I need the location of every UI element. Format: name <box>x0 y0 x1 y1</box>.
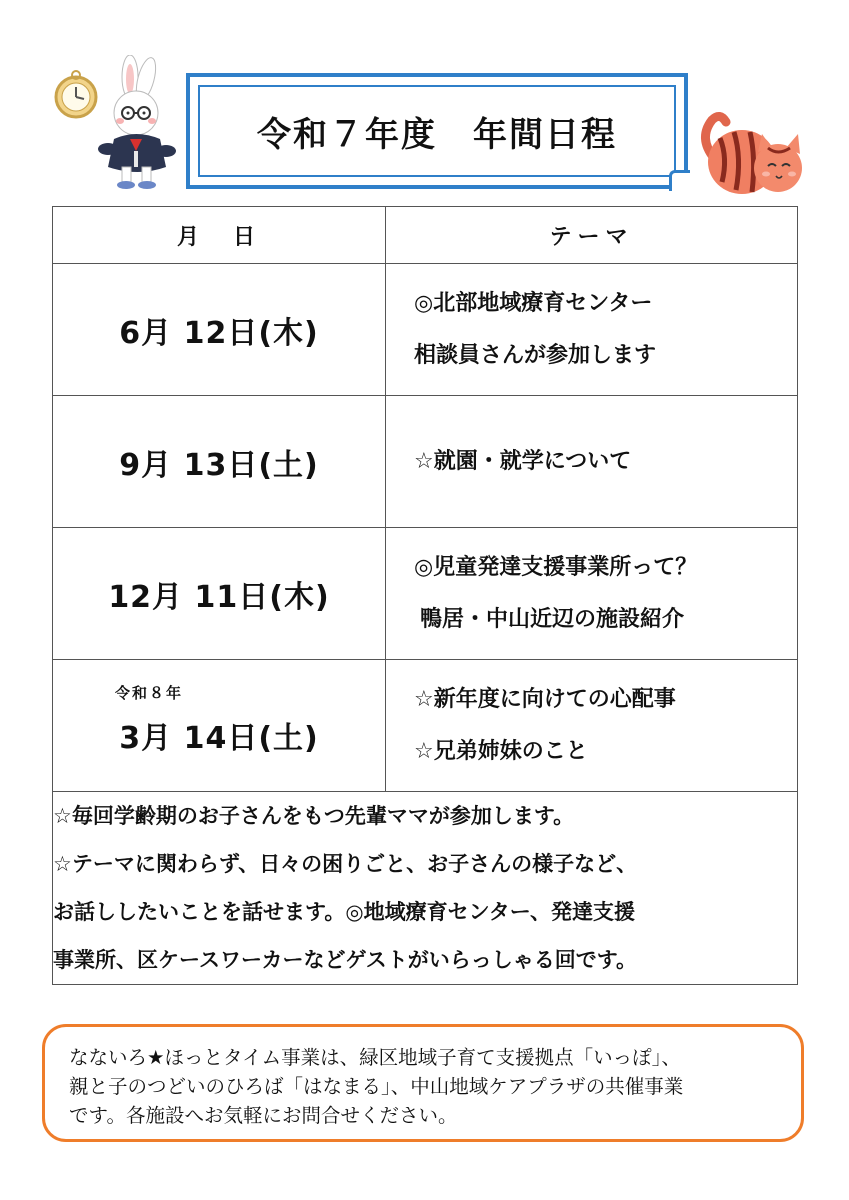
table-row <box>53 660 798 792</box>
table-row <box>53 396 798 528</box>
page-curl-decoration <box>669 170 690 191</box>
note-line: ☆テーマに関わらず、日々の困りごと、お子さんの様子など、 <box>53 852 638 876</box>
footer-info-box <box>42 1024 804 1142</box>
date-cell <box>53 660 386 792</box>
theme-line: ☆就園・就学について <box>414 448 632 474</box>
date-cell <box>53 396 386 528</box>
table-header-row <box>53 207 798 264</box>
theme-line: ◎北部地域療育センター <box>414 290 653 316</box>
theme-line: ☆兄弟姉妹のこと <box>414 738 588 764</box>
theme-cell <box>386 396 798 528</box>
note-line: ☆毎回学齢期のお子さんをもつ先輩ママが参加します。 <box>53 804 575 828</box>
date-cell <box>53 264 386 396</box>
theme-line: 相談員さんが参加します <box>414 342 657 368</box>
notes-cell <box>53 792 798 985</box>
date-text: 12月 11日(木) <box>108 579 330 615</box>
footer-line: なないろ★ほっとタイム事業は、緑区地域子育て支援拠点「いっぽ」、 <box>69 1046 681 1069</box>
footer-line: 親と子のつどいのひろば「はなまる」、中山地域ケアプラザの共催事業 <box>69 1075 684 1098</box>
date-cell <box>53 528 386 660</box>
cat-illustration <box>700 98 810 208</box>
note-line: 事業所、区ケースワーカーなどゲストがいらっしゃる回です。 <box>53 948 638 972</box>
schedule-table <box>52 206 798 985</box>
page-title: 令和７年度 年間日程 <box>198 85 676 177</box>
rabbit-illustration <box>48 55 178 190</box>
theme-line: 鴨居・中山近辺の施設紹介 <box>420 606 685 632</box>
footer-line: です。各施設へお気軽にお問合せください。 <box>69 1104 458 1127</box>
table-row <box>53 528 798 660</box>
theme-line: ◎児童発達支援事業所って？ <box>414 554 698 580</box>
theme-cell <box>386 528 798 660</box>
date-text: 3月 14日(土) <box>119 720 319 756</box>
notes-row <box>53 792 798 985</box>
header-theme: テーマ <box>386 207 798 264</box>
note-line: お話ししたいことを話せます。◎地域療育センター、発達支援 <box>53 900 635 924</box>
era-note: 令和８年 <box>115 684 184 702</box>
theme-cell <box>386 660 798 792</box>
header-date: 月 日 <box>53 207 386 264</box>
table-row <box>53 264 798 396</box>
theme-cell <box>386 264 798 396</box>
date-text: 6月 12日(木) <box>119 315 319 351</box>
date-text: 9月 13日(土) <box>119 447 319 483</box>
title-frame <box>186 73 688 189</box>
theme-line: ☆新年度に向けての心配事 <box>414 686 676 712</box>
